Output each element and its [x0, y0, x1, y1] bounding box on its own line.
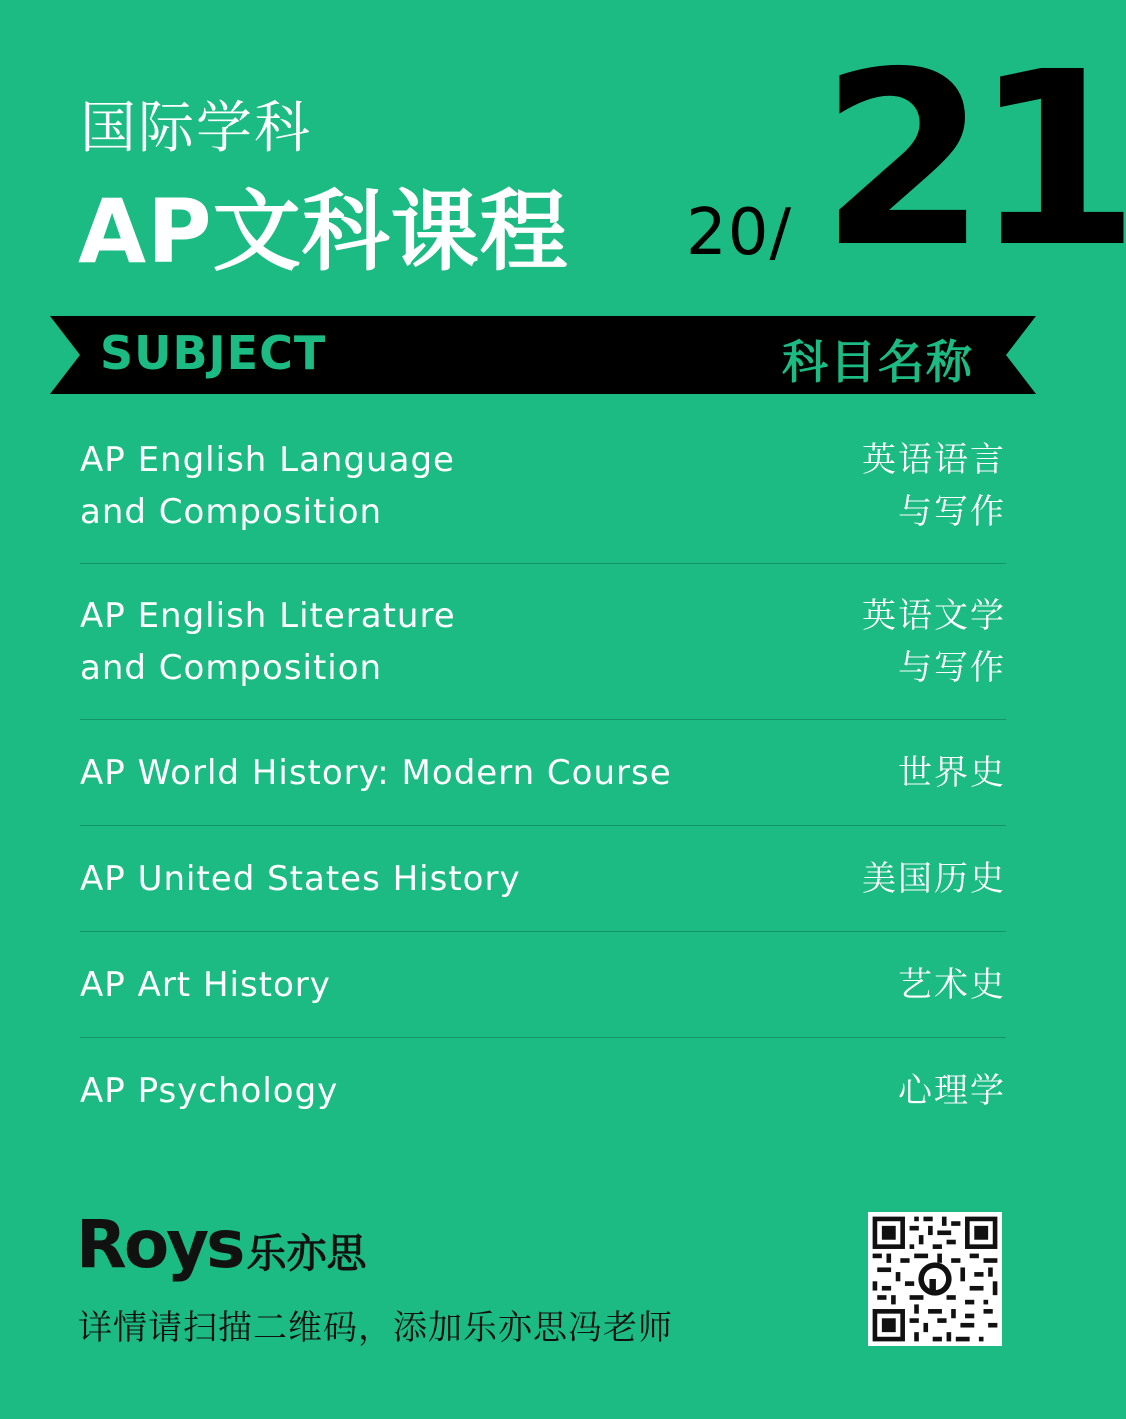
subject-chinese-name: 艺术史 — [898, 964, 1006, 1005]
subject-list — [80, 408, 1006, 1144]
year-prefix: 20/ — [686, 196, 792, 270]
subject-english-name: AP United States History — [80, 858, 521, 899]
subject-chinese-name: 世界史 — [898, 752, 1006, 793]
year-suffix: 21 — [820, 20, 1126, 300]
brand-logo — [76, 1206, 366, 1283]
banner-subject-label: SUBJECT — [100, 326, 327, 380]
subject-row — [80, 826, 1006, 932]
subject-english-name: AP Art History — [80, 964, 331, 1005]
page-title: AP文科课程 — [78, 180, 569, 283]
logo-text-zh: 乐亦思 — [246, 1231, 367, 1277]
logo-text-en: Roys — [76, 1206, 243, 1283]
subject-chinese-name: 英语语言 与写作 — [862, 439, 1006, 532]
subject-row — [80, 564, 1006, 720]
subject-chinese-name: 美国历史 — [862, 858, 1006, 899]
subject-row — [80, 720, 1006, 826]
subject-row — [80, 932, 1006, 1038]
banner-subject-name-label: 科目名称 — [782, 335, 974, 389]
subject-english-name: AP Psychology — [80, 1071, 339, 1111]
subject-english-name: AP World History: Modern Course — [80, 752, 672, 793]
subject-chinese-name: 心理学 — [898, 1071, 1006, 1111]
header-subtitle: 国际学科 — [80, 96, 312, 161]
subject-row — [80, 1038, 1006, 1144]
subject-english-name: AP English Literature and Composition — [80, 595, 456, 688]
subject-banner — [50, 316, 1036, 394]
subject-chinese-name: 英语文学 与写作 — [862, 595, 1006, 688]
contact-instruction: 详情请扫描二维码，添加乐亦思冯老师 — [78, 1308, 673, 1348]
qr-code-image[interactable] — [868, 1212, 1002, 1346]
subject-row — [80, 408, 1006, 564]
subject-english-name: AP English Language and Composition — [80, 439, 455, 532]
